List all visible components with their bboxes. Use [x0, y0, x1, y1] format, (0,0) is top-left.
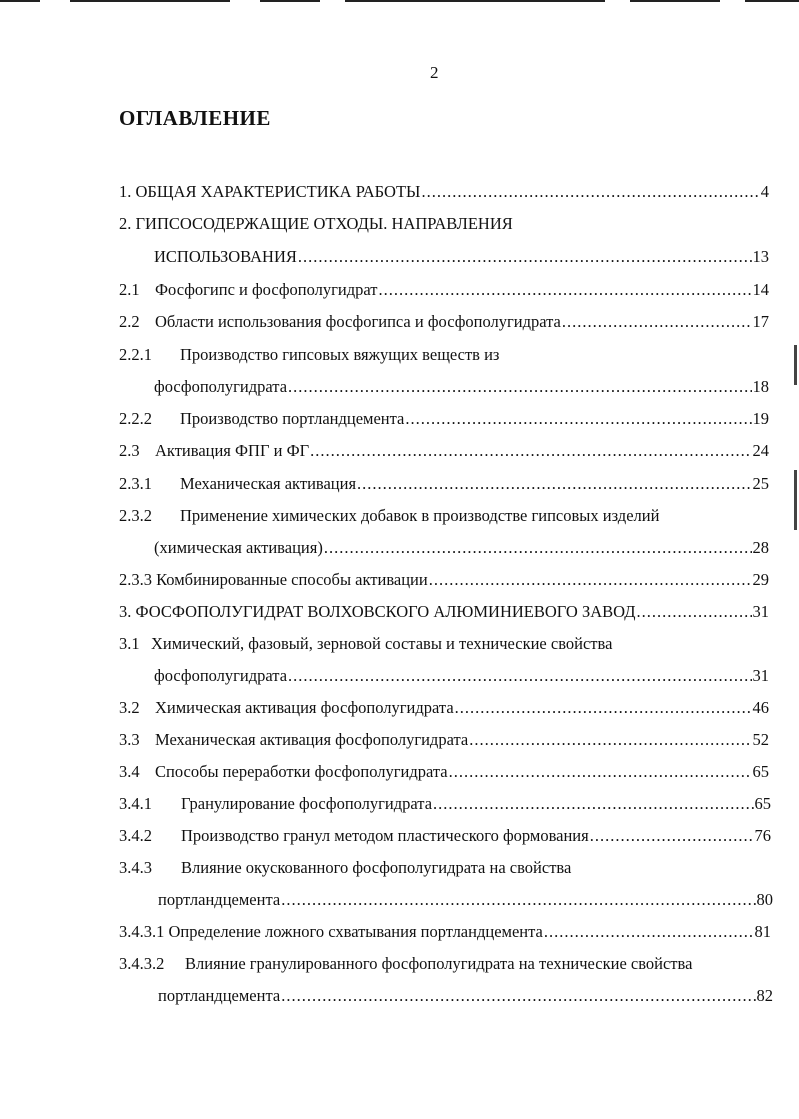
- toc-number: 2.2.2: [119, 409, 152, 428]
- toc-number: 2.2: [119, 312, 140, 331]
- toc-entry[interactable]: [119, 919, 771, 945]
- toc-entry[interactable]: [119, 823, 771, 849]
- toc-entry[interactable]: [119, 406, 769, 432]
- toc-entry[interactable]: [119, 211, 769, 237]
- dot-leader: [469, 727, 751, 753]
- toc-title: ГИПСОСОДЕРЖАЩИЕ ОТХОДЫ. НАПРАВЛЕНИЯ: [135, 214, 513, 233]
- dot-leader: [455, 695, 752, 721]
- dot-leader: [281, 887, 755, 913]
- dot-leader: [288, 663, 751, 689]
- toc-title: Влияние окускованного фосфополугидрата на свойства: [181, 858, 572, 877]
- toc-number: 2.3.2: [119, 506, 152, 525]
- toc-title: Способы переработки фосфополугидрата: [155, 762, 448, 781]
- dot-leader: [298, 244, 752, 270]
- toc-number: 2.2.1: [119, 345, 152, 364]
- toc-entry[interactable]: [119, 727, 769, 753]
- toc-entry[interactable]: [119, 951, 771, 977]
- scan-edge-mark: [794, 470, 797, 530]
- toc-entry[interactable]: [119, 759, 769, 785]
- dot-leader: [357, 471, 751, 497]
- toc-page: 52: [752, 730, 769, 749]
- toc-title: Применение химических добавок в производстве гипсовых изделий: [180, 506, 660, 525]
- toc-page: 28: [752, 538, 769, 557]
- toc-number: 3.4.3: [119, 858, 152, 877]
- toc-title: портландцемента: [158, 890, 281, 909]
- toc-title: ФОСФОПОЛУГИДРАТ ВОЛХОВСКОГО АЛЮМИНИЕВОГО ЗАВОД: [135, 602, 636, 621]
- toc-title: портландцемента: [158, 986, 281, 1005]
- toc-entry-continuation[interactable]: [154, 244, 769, 270]
- toc-entry-continuation[interactable]: [154, 535, 769, 561]
- toc-entry[interactable]: [119, 179, 769, 205]
- toc-title: ИСПОЛЬЗОВАНИЯ: [154, 247, 297, 266]
- toc-entry[interactable]: [119, 309, 769, 335]
- toc-entry[interactable]: [119, 567, 769, 593]
- toc-title: Определение ложного схватывания портландцемента: [168, 922, 543, 941]
- toc-page: 65: [754, 794, 771, 813]
- toc-page: 80: [756, 890, 773, 909]
- toc-title: Механическая активация: [180, 474, 357, 493]
- toc-entry[interactable]: [119, 695, 769, 721]
- toc-title: Производство гипсовых вяжущих веществ из: [180, 345, 500, 364]
- toc-page: 31: [752, 666, 769, 685]
- toc-title: Комбинированные способы активации: [156, 570, 428, 589]
- dot-leader: [324, 535, 752, 561]
- toc-title: Гранулирование фосфополугидрата: [181, 794, 433, 813]
- scan-edge-mark: [794, 345, 797, 385]
- toc-entry[interactable]: [119, 599, 769, 625]
- toc-number: 2.3: [119, 441, 140, 460]
- toc-title: Механическая активация фосфополугидрата: [155, 730, 469, 749]
- dot-leader: [310, 438, 751, 464]
- toc-number: 2.3.3: [119, 570, 152, 589]
- toc-entry[interactable]: [119, 503, 769, 529]
- dot-leader: [421, 179, 759, 205]
- dot-leader: [405, 406, 751, 432]
- toc-number: 3.2: [119, 698, 140, 717]
- toc-entry[interactable]: [119, 631, 769, 657]
- dot-leader: [433, 791, 753, 817]
- toc-number: 3.1: [119, 634, 140, 653]
- toc-title: Производство портландцемента: [180, 409, 405, 428]
- toc-title: Активация ФПГ и ФГ: [155, 441, 310, 460]
- toc-entry[interactable]: [119, 342, 769, 368]
- toc-page: 46: [752, 698, 769, 717]
- dot-leader: [562, 309, 752, 335]
- page-title: ОГЛАВЛЕНИЕ: [119, 106, 271, 130]
- toc-page: 18: [752, 377, 769, 396]
- toc-entry-continuation[interactable]: [158, 887, 773, 913]
- dot-leader: [449, 759, 752, 785]
- toc-page: 82: [756, 986, 773, 1005]
- dot-leader: [429, 567, 752, 593]
- toc-title: фосфополугидрата: [154, 377, 288, 396]
- toc-page: 31: [752, 602, 769, 621]
- dot-leader: [590, 823, 754, 849]
- toc-number: 1.: [119, 182, 132, 201]
- toc-number: 3.4.3.2: [119, 954, 165, 973]
- dot-leader: [544, 919, 754, 945]
- toc-page: 81: [754, 922, 771, 941]
- toc-page: 13: [752, 247, 769, 266]
- toc-page: 24: [752, 441, 769, 460]
- toc-page: 25: [752, 474, 769, 493]
- toc-number: 3.3: [119, 730, 140, 749]
- toc-entry-continuation[interactable]: [158, 983, 773, 1009]
- toc-title: Влияние гранулированного фосфополугидрата на технические свойства: [185, 954, 693, 973]
- toc-page: 17: [752, 312, 769, 331]
- toc-title: ОБЩАЯ ХАРАКТЕРИСТИКА РАБОТЫ: [135, 182, 421, 201]
- toc-page: 4: [760, 182, 769, 201]
- page-number: 2: [430, 63, 439, 82]
- toc-title: Химический, фазовый, зерновой составы и технические свойства: [151, 634, 613, 653]
- toc-entry[interactable]: [119, 471, 769, 497]
- toc-page: 19: [752, 409, 769, 428]
- toc-entry[interactable]: [119, 855, 771, 881]
- toc-number: 2.3.1: [119, 474, 152, 493]
- toc-title: фосфополугидрата: [154, 666, 288, 685]
- toc-title: Химическая активация фосфополугидрата: [155, 698, 454, 717]
- toc-number: 2.: [119, 214, 132, 233]
- toc-page: 14: [752, 280, 769, 299]
- toc-title: Фосфогипс и фосфополугидрат: [155, 280, 378, 299]
- toc-entry-continuation[interactable]: [154, 374, 769, 400]
- dot-leader: [281, 983, 755, 1009]
- toc-number: 2.1: [119, 280, 140, 299]
- toc-page: 65: [752, 762, 769, 781]
- toc-number: 3.4.2: [119, 826, 152, 845]
- toc-title: Области использования фосфогипса и фосфополугидрата: [155, 312, 561, 331]
- toc-entry-continuation[interactable]: [154, 663, 769, 689]
- toc-number: 3.4: [119, 762, 140, 781]
- toc-number: 3.: [119, 602, 132, 621]
- toc-title: (химическая активация): [154, 538, 323, 557]
- toc-entry[interactable]: [119, 438, 769, 464]
- toc-number: 3.4.1: [119, 794, 152, 813]
- toc-entry[interactable]: [119, 791, 771, 817]
- dot-leader: [288, 374, 751, 400]
- toc-entry[interactable]: [119, 277, 769, 303]
- toc-number: 3.4.3.1: [119, 922, 165, 941]
- toc-title: Производство гранул методом пластического формования: [181, 826, 589, 845]
- toc-page: 76: [754, 826, 771, 845]
- dot-leader: [637, 599, 752, 625]
- toc-page: 29: [752, 570, 769, 589]
- dot-leader: [379, 277, 752, 303]
